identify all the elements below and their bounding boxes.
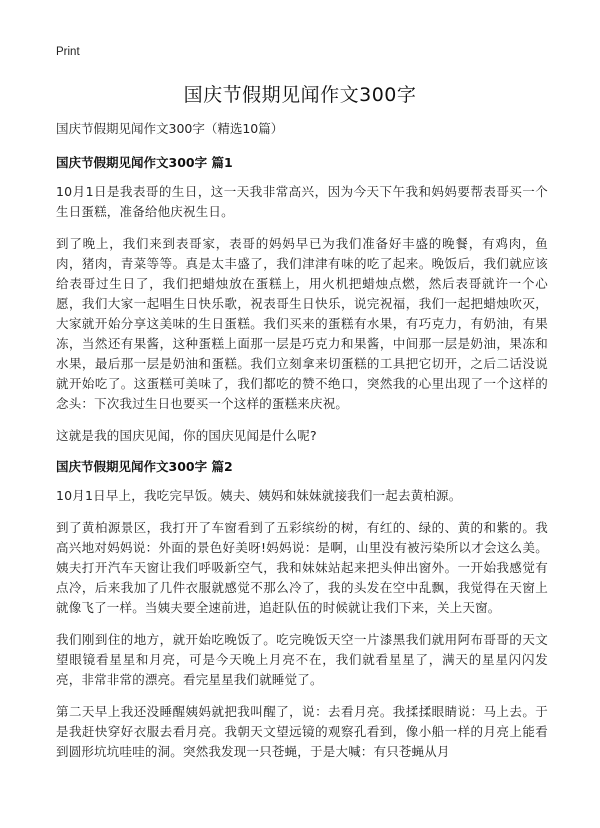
paragraph: 我们刚到住的地方，就开始吃晚饭了。吃完晚饭天空一片漆黑我们就用阿布哥哥的天文望眼镜看星星和月亮，可是今天晚上月亮不在，我们就看星星了，满天的星星闪闪发亮，非常非常的漂亮。看完星星我们就睡觉了。 bbox=[56, 632, 548, 687]
section-1 bbox=[56, 154, 548, 446]
section-heading: 国庆节假期见闻作文300字 篇1 bbox=[56, 155, 233, 170]
page-title: 国庆节假期见闻作文300字 bbox=[183, 84, 417, 106]
paragraph: 到了黄柏源景区，我打开了车窗看到了五彩缤纷的树，有红的、绿的、黄的和紫的。我高兴地对妈妈说：外面的景色好美呀!妈妈说：是啊，山里没有被污染所以才会这么美。姨夫打开汽车天窗让我们呼吸新空气，我和妹妹站起来把头伸出窗外。一开始我感觉有点冷，后来我加了几件衣服就感觉不那么冷了，我的头发在空中乱飘，我觉得在天窗上就像飞了一样。当姨夫要全速前进，追赶队伍的时候就让我们下来，关上天窗。 bbox=[56, 520, 548, 615]
paragraph: 这就是我的国庆见闻，你的国庆见闻是什么呢? bbox=[56, 428, 317, 443]
section-2 bbox=[56, 458, 548, 762]
print-link[interactable]: Print bbox=[56, 46, 80, 58]
document-subtitle: 国庆节假期见闻作文300字（精选10篇） bbox=[56, 121, 284, 136]
paragraph: 10月1日早上，我吃完早饭。姨夫、姨妈和妹妹就接我们一起去黄柏源。 bbox=[56, 488, 462, 503]
paragraph: 到了晚上，我们来到表哥家，表哥的妈妈早已为我们准备好丰盛的晚餐，有鸡肉，鱼肉，猪肉，青菜等等。真是太丰盛了，我们津津有味的吃了起来。晚饭后，我们就应该给表哥过生日了，我们把蜡烛放在蛋糕上，用火机把蜡烛点燃，然后表哥就许一个心愿，我们大家一起唱生日快乐歌，祝表哥生日快乐，说完祝福，我们一起把蜡烛吹灭，大家就开始分享这美味的生日蛋糕。我们买来的蛋糕有水果，有巧克力，有奶油，有果冻，当然还有果酱，这种蛋糕上面那一层是巧克力和果酱，中间那一层是奶油，果冻和水果，最后那一层是奶油和蛋糕。我们立刻拿来切蛋糕的工具把它切开，之后二话没说就开始吃了。这蛋糕可美味了，我们都吃的赞不绝口，突然我的心里出现了一个这样的念头：下次我过生日也要买一个这样的蛋糕来庆祝。 bbox=[56, 236, 548, 411]
paragraph: 第二天早上我还没睡醒姨妈就把我叫醒了，说：去看月亮。我揉揉眼睛说：马上去。于是我赶快穿好衣服去看月亮。我朝天文望远镜的观察孔看到，像小船一样的月亮上能看到圆形坑坑哇哇的洞。突然我发现一只苍蝇，于是大喊：有只苍蝇从月 bbox=[56, 704, 548, 759]
document-body bbox=[56, 120, 548, 774]
section-heading: 国庆节假期见闻作文300字 篇2 bbox=[56, 459, 233, 474]
paragraph: 10月1日是我表哥的生日，这一天我非常高兴，因为今天下午我和妈妈要帮表哥买一个生日蛋糕，准备给他庆祝生日。 bbox=[56, 184, 548, 219]
